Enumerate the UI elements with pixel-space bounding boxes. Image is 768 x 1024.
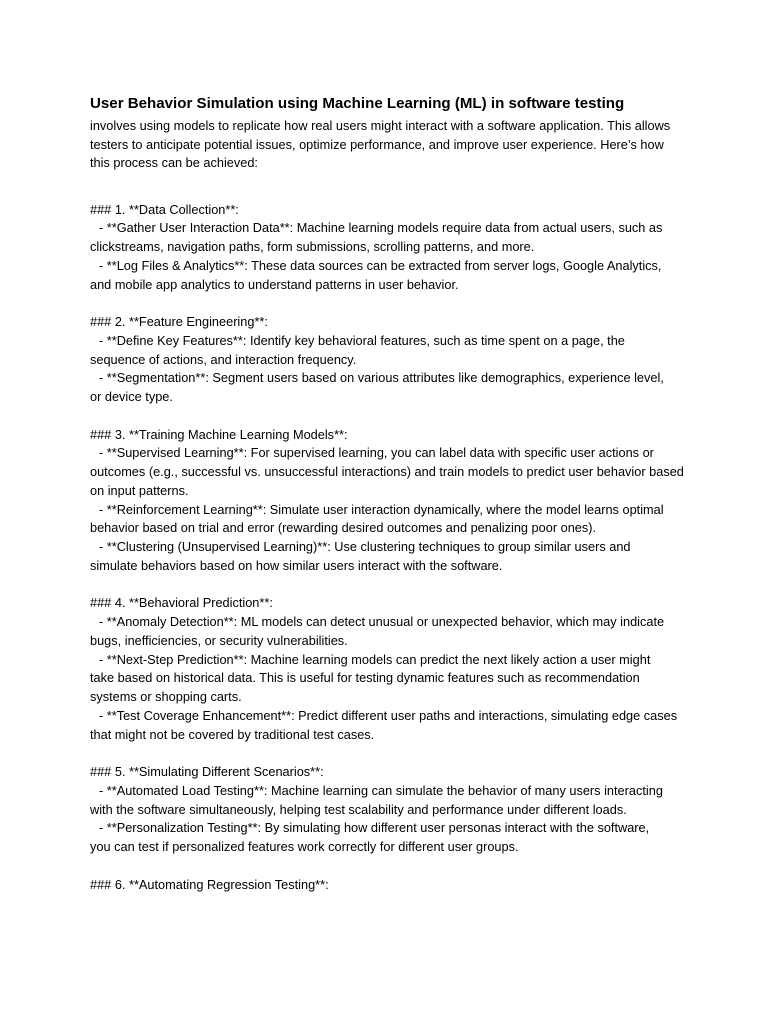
item-first-line: - **Gather User Interaction Data**: Machine learning models require data from actual users, such as (99, 220, 663, 236)
list-item (90, 782, 684, 820)
item-continuation-line: behavior based on trial and error (rewarding desired outcomes and penalizing poor ones). (90, 520, 597, 536)
item-first-line: - **Supervised Learning**: For supervised learning, you can label data with specific user actions or (99, 445, 654, 461)
item-continuation-line: or device type. (90, 389, 173, 405)
section-heading: ### 4. **Behavioral Prediction**: (90, 595, 273, 611)
item-continuation-line: clickstreams, navigation paths, form submissions, scrolling patterns, and more. (90, 239, 535, 255)
section-heading: ### 5. **Simulating Different Scenarios**: (90, 764, 324, 780)
item-first-line: - **Define Key Features**: Identify key behavioral features, such as time spent on a page, the (99, 332, 625, 348)
item-continuation-line: systems or shopping carts. (90, 689, 242, 705)
list-item (90, 707, 684, 745)
list-item (90, 257, 684, 295)
item-first-line: - **Anomaly Detection**: ML models can detect unusual or unexpected behavior, which may indicate (99, 614, 665, 630)
section-heading: ### 6. **Automating Regression Testing**: (90, 876, 329, 892)
section-regression-testing (90, 876, 684, 895)
intro-line: testers to anticipate potential issues, optimize performance, and improve user experience. Here’s how (90, 136, 664, 152)
item-first-line: - **Segmentation**: Segment users based on various attributes like demographics, experience level, (99, 370, 664, 386)
item-continuation-line: with the software simultaneously, helping test scalability and performance under different loads. (90, 801, 627, 817)
section-feature-engineering (90, 313, 684, 407)
item-continuation-line: outcomes (e.g., successful vs. unsuccessful interactions) and train models to predict user behavior based (90, 464, 684, 480)
section-training-models (90, 426, 684, 576)
item-first-line: - **Test Coverage Enhancement**: Predict different user paths and interactions, simulating edge cases (99, 707, 678, 723)
item-continuation-line: simulate behaviors based on how similar users interact with the software. (90, 557, 503, 573)
item-continuation-line: take based on historical data. This is useful for testing dynamic features such as recommendation (90, 670, 640, 686)
list-item (90, 538, 684, 576)
item-first-line: - **Automated Load Testing**: Machine learning can simulate the behavior of many users interacting (99, 782, 663, 798)
item-first-line: - **Reinforcement Learning**: Simulate user interaction dynamically, where the model learns optimal (99, 501, 664, 517)
list-item (90, 651, 684, 707)
intro-line: involves using models to replicate how real users might interact with a software application. This allows (90, 118, 671, 133)
item-continuation-line: that might not be covered by traditional test cases. (90, 726, 375, 742)
section-heading: ### 3. **Training Machine Learning Models**: (90, 426, 348, 442)
list-item (90, 444, 684, 500)
item-continuation-line: bugs, inefficiencies, or security vulnerabilities. (90, 632, 348, 648)
section-heading: ### 1. **Data Collection**: (90, 201, 239, 217)
document-title: User Behavior Simulation using Machine Learning (ML) in software testing (90, 95, 625, 112)
list-item (90, 819, 684, 857)
section-heading: ### 2. **Feature Engineering**: (90, 314, 268, 330)
item-continuation-line: you can test if personalized features work correctly for different user groups. (90, 839, 519, 855)
list-item (90, 219, 684, 257)
intro-line: this process can be achieved: (90, 155, 258, 171)
section-data-collection (90, 201, 684, 295)
intro-paragraph (90, 117, 670, 173)
item-continuation-line: on input patterns. (90, 482, 189, 498)
list-item (90, 332, 684, 370)
item-first-line: - **Personalization Testing**: By simulating how different user personas interact with the software, (99, 820, 650, 836)
section-behavioral-prediction (90, 594, 684, 744)
item-first-line: - **Clustering (Unsupervised Learning)**: Use clustering techniques to group similar users and (99, 539, 631, 555)
sections-list (90, 201, 684, 914)
item-continuation-line: sequence of actions, and interaction frequency. (90, 351, 357, 367)
list-item (90, 501, 684, 539)
section-simulating-scenarios (90, 763, 684, 857)
item-continuation-line: and mobile app analytics to understand patterns in user behavior. (90, 276, 459, 292)
list-item (90, 369, 684, 407)
list-item (90, 613, 684, 651)
item-first-line: - **Next-Step Prediction**: Machine learning models can predict the next likely action a user might (99, 651, 651, 667)
item-first-line: - **Log Files & Analytics**: These data sources can be extracted from server logs, Google Analytics, (99, 257, 662, 273)
